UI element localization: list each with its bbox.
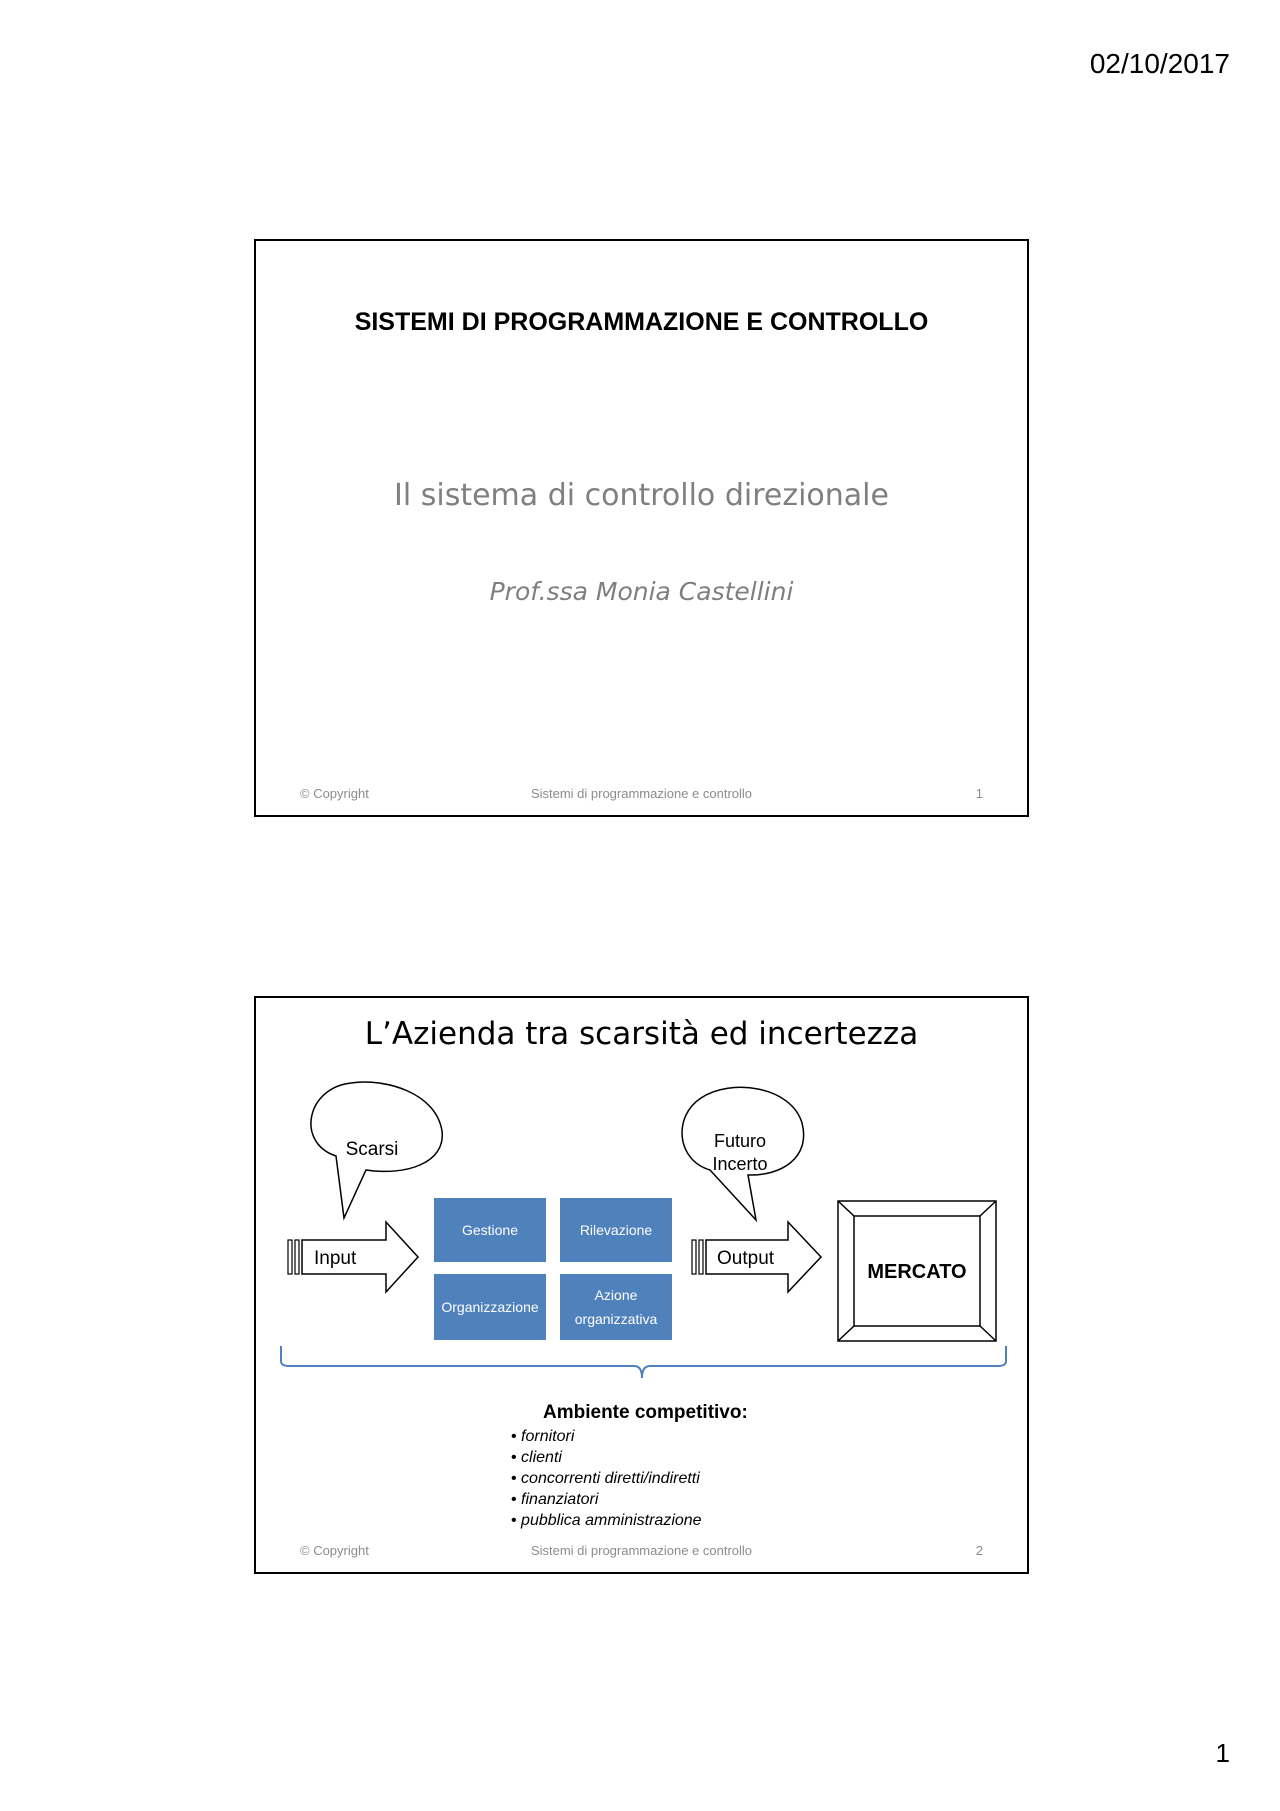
page-number: 1	[1215, 1738, 1230, 1768]
slide-author: Prof.ssa Monia Castellini	[489, 577, 794, 606]
curly-brace	[281, 1346, 1006, 1378]
bubble-right-label-1: Futuro	[713, 1131, 767, 1151]
slide-2	[254, 996, 1029, 1574]
output-arrow	[692, 1222, 821, 1292]
box-azione-line-2: organizzativa	[574, 1311, 658, 1327]
footer-course: Sistemi di programmazione e controllo	[530, 1543, 753, 1558]
footer-copyright: © Copyright	[300, 1543, 369, 1558]
input-arrow	[288, 1222, 418, 1292]
page-date: 02/10/2017	[1089, 48, 1230, 79]
market-frame	[838, 1201, 996, 1341]
slide-1	[254, 239, 1029, 817]
box-organizzazione: Organizzazione	[434, 1274, 546, 1340]
footer-course: Sistemi di programmazione e controllo	[530, 786, 753, 801]
slide-title: L’Azienda tra scarsità ed incertezza	[364, 1016, 919, 1052]
environment-title: Ambiente competitivo:	[543, 1402, 748, 1423]
bubble-right-label-2: Incerto	[712, 1154, 768, 1174]
footer-slide-number: 1	[975, 786, 983, 801]
market-label: MERCATO	[867, 1261, 967, 1283]
box-gestione: Gestione	[434, 1198, 546, 1262]
environment-list	[511, 1426, 811, 1531]
slide-title: SISTEMI DI PROGRAMMAZIONE E CONTROLLO	[354, 308, 929, 336]
box-azione-organizzativa	[560, 1274, 672, 1340]
slide-subtitle: Il sistema di controllo direzionale	[394, 478, 889, 513]
list-item: • clienti	[511, 1447, 811, 1468]
box-azione-line-1: Azione	[594, 1287, 638, 1303]
list-item: • pubblica amministrazione	[511, 1510, 811, 1531]
list-item: • finanziatori	[511, 1489, 811, 1510]
box-rilevazione: Rilevazione	[560, 1198, 672, 1262]
footer-slide-number: 2	[975, 1543, 983, 1558]
speech-bubble-futuro-incerto	[682, 1087, 804, 1220]
input-label: Input	[314, 1248, 357, 1269]
output-label: Output	[717, 1248, 775, 1269]
speech-bubble-scarsi	[311, 1082, 442, 1218]
environment-block	[511, 1402, 811, 1531]
list-item: • fornitori	[511, 1426, 811, 1447]
list-item: • concorrenti diretti/indiretti	[511, 1468, 811, 1489]
footer-copyright: © Copyright	[300, 786, 369, 801]
bubble-left-label: Scarsi	[345, 1139, 399, 1160]
